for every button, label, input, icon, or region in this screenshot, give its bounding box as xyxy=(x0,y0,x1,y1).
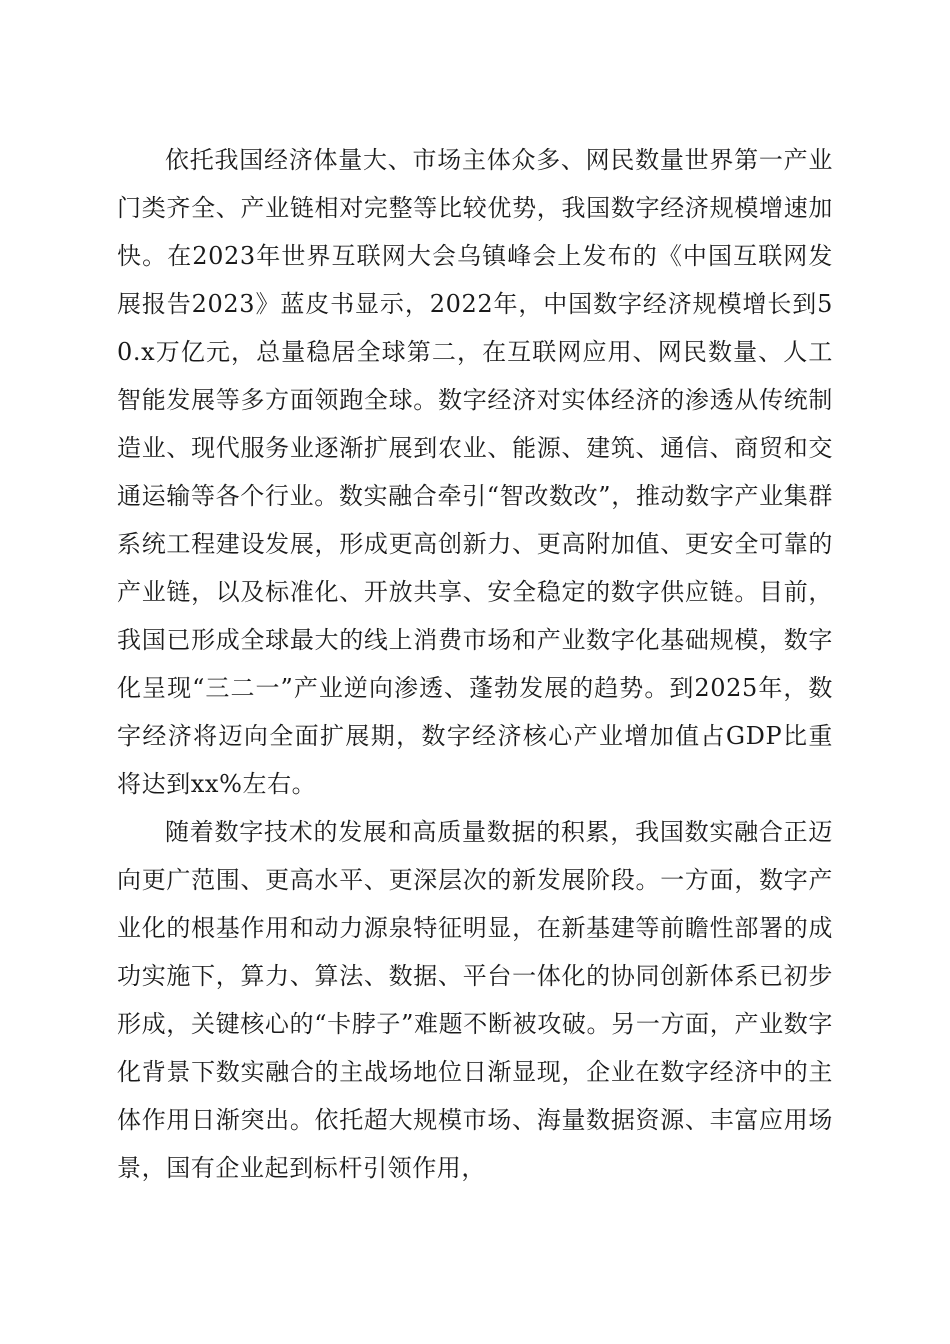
document-body xyxy=(117,136,833,1192)
paragraph-digital-economy-scale: 依托我国经济体量大、市场主体众多、网民数量世界第一产业门类齐全、产业链相对完整等比较优势，我国数字经济规模增速加快。在2023年世界互联网大会乌镇峰会上发布的《中国互联网发展报告2023》蓝皮书显示，2022年，中国数字经济规模增长到50.x万亿元，总量稳居全球第二，在互联网应用、网民数量、人工智能发展等多方面领跑全球。数字经济对实体经济的渗透从传统制造业、现代服务业逐渐扩展到农业、能源、建筑、通信、商贸和交通运输等各个行业。数实融合牵引“智改数改”，推动数字产业集群系统工程建设发展，形成更高创新力、更高附加值、更安全可靠的产业链，以及标准化、开放共享、安全稳定的数字供应链。目前，我国已形成全球最大的线上消费市场和产业数字化基础规模，数字化呈现“三二一”产业逆向渗透、蓬勃发展的趋势。到2025年，数字经济将迈向全面扩展期，数字经济核心产业增加值占GDP比重将达到xx%左右。 xyxy=(117,146,833,798)
paragraph-digital-real-integration: 随着数字技术的发展和高质量数据的积累，我国数实融合正迈向更广范围、更高水平、更深层次的新发展阶段。一方面，数字产业化的根基作用和动力源泉特征明显，在新基建等前瞻性部署的成功实施下，算力、算法、数据、平台一体化的协同创新体系已初步形成，关键核心的“卡脖子”难题不断被攻破。另一方面，产业数字化背景下数实融合的主战场地位日渐显现，企业在数字经济中的主体作用日渐突出。依托超大规模市场、海量数据资源、丰富应用场景，国有企业起到标杆引领作用， xyxy=(117,818,833,1182)
